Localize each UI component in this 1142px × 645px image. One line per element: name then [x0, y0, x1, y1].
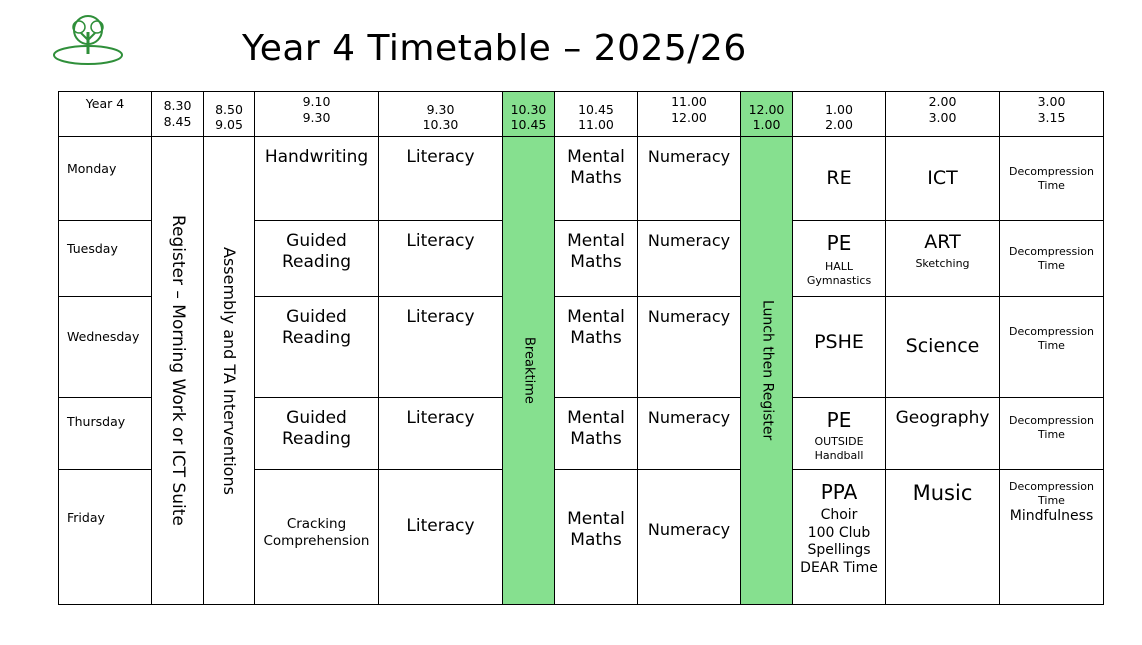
day-label-friday: Friday — [59, 470, 152, 605]
time-header-100: 1.00 2.00 — [793, 92, 886, 137]
tuesday-s1045: Mental Maths — [555, 221, 638, 297]
lunch-span: Lunch then Register — [741, 137, 793, 605]
time-header-200: 2.00 3.00 — [886, 92, 1000, 137]
thursday-s910: Guided Reading — [255, 398, 379, 470]
thursday-s930: Literacy — [379, 398, 503, 470]
thursday-s100: PE OUTSIDE Handball — [793, 398, 886, 470]
breaktime-span: Breaktime — [503, 137, 555, 605]
thursday-s1045: Mental Maths — [555, 398, 638, 470]
tree-logo-icon — [52, 10, 124, 68]
wednesday-s930: Literacy — [379, 297, 503, 398]
tuesday-s100: PE HALL Gymnastics — [793, 221, 886, 297]
year-label: Year 4 — [59, 92, 152, 137]
time-header-1200: 12.00 1.00 — [741, 92, 793, 137]
wednesday-s100: PSHE — [793, 297, 886, 398]
monday-s200: ICT — [886, 137, 1000, 221]
time-header-1030: 10.30 10.45 — [503, 92, 555, 137]
friday-s300: Decompression Time Mindfulness — [1000, 470, 1104, 605]
monday-s910: Handwriting — [255, 137, 379, 221]
time-header-910: 9.10 9.30 — [255, 92, 379, 137]
page-title: Year 4 Timetable – 2025/26 — [242, 28, 747, 69]
time-header-830: 8.30 8.45 — [152, 92, 204, 137]
friday-s100: PPA Choir 100 Club Spellings DEAR Time — [793, 470, 886, 605]
thursday-s300: Decompression Time — [1000, 398, 1104, 470]
thursday-s200: Geography — [886, 398, 1000, 470]
monday-s300: Decompression Time — [1000, 137, 1104, 221]
monday-s1100: Numeracy — [638, 137, 741, 221]
time-header-930: 9.30 10.30 — [379, 92, 503, 137]
friday-s910: Cracking Comprehension — [255, 470, 379, 605]
register-span: Register – Morning Work or ICT Suite — [152, 137, 204, 605]
day-label-tuesday: Tuesday — [59, 221, 152, 297]
tuesday-s910: Guided Reading — [255, 221, 379, 297]
friday-s930: Literacy — [379, 470, 503, 605]
thursday-s1100: Numeracy — [638, 398, 741, 470]
day-label-wednesday: Wednesday — [59, 297, 152, 398]
wednesday-s300: Decompression Time — [1000, 297, 1104, 398]
tuesday-s1100: Numeracy — [638, 221, 741, 297]
row-monday — [59, 137, 1104, 221]
tuesday-s930: Literacy — [379, 221, 503, 297]
day-label-thursday: Thursday — [59, 398, 152, 470]
time-header-300: 3.00 3.15 — [1000, 92, 1104, 137]
assembly-span: Assembly and TA Interventions — [204, 137, 255, 605]
day-label-monday: Monday — [59, 137, 152, 221]
wednesday-s1045: Mental Maths — [555, 297, 638, 398]
time-header-1045: 10.45 11.00 — [555, 92, 638, 137]
wednesday-s200: Science — [886, 297, 1000, 398]
time-header-1100: 11.00 12.00 — [638, 92, 741, 137]
monday-s100: RE — [793, 137, 886, 221]
timetable — [58, 91, 1104, 605]
wednesday-s1100: Numeracy — [638, 297, 741, 398]
friday-s1100: Numeracy — [638, 470, 741, 605]
tuesday-s300: Decompression Time — [1000, 221, 1104, 297]
school-logo — [52, 10, 124, 68]
time-header-850: 8.50 9.05 — [204, 92, 255, 137]
header-row — [59, 92, 1104, 137]
friday-s200: Music — [886, 470, 1000, 605]
wednesday-s910: Guided Reading — [255, 297, 379, 398]
friday-s1045: Mental Maths — [555, 470, 638, 605]
monday-s1045: Mental Maths — [555, 137, 638, 221]
tuesday-s200: ART Sketching — [886, 221, 1000, 297]
monday-s930: Literacy — [379, 137, 503, 221]
